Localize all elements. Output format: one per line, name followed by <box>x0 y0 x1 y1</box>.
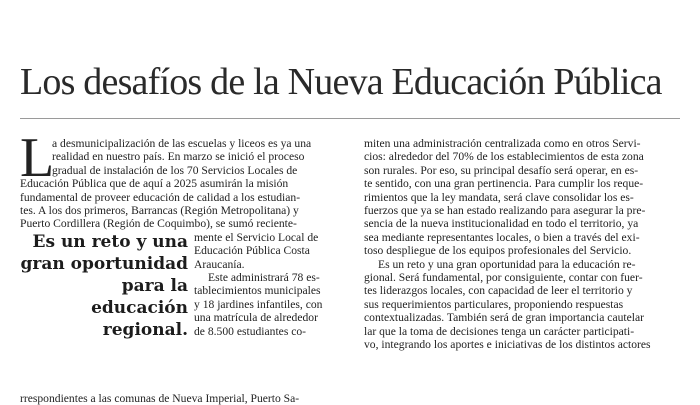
article-column-1 <box>20 127 345 340</box>
body-line: tes. A los dos primeros, Barrancas (Región Metropolitana) y <box>20 204 299 218</box>
body-line: miten una administración centralizada como en otros Servi- <box>364 137 641 150</box>
article-headline: Los desafíos de la Nueva Educación Pública <box>20 61 662 103</box>
body-line: te sentido, con una gran pertinencia. Para cumplir los reque- <box>364 177 644 191</box>
body-line: lar que la toma de decisiones tenga un carácter participati- <box>364 324 635 338</box>
body-line: cios: alrededor del 70% de los establecimientos de esta zona <box>364 150 644 164</box>
body-line: tablecimientos municipales <box>194 284 321 298</box>
body-line: Es un reto y una gran oportunidad para la educación re- <box>378 257 636 271</box>
body-line: vo, integrando los aportes e iniciativas de los distintos actores <box>364 338 651 352</box>
body-line: Educación Pública que de aquí a 2025 asumirán la misión <box>20 177 289 191</box>
body-line: mente el Servicio Local de <box>194 230 319 244</box>
body-line: de 8.500 estudiantes co- <box>194 324 307 338</box>
body-line: sus requerimientos particulares, proponiendo respuestas <box>364 297 624 311</box>
body-line: tes liderazgos locales, con capacidad de leer el territorio y <box>364 284 633 298</box>
article-column-2 <box>364 137 686 352</box>
intro-paragraph <box>20 127 345 231</box>
body-line: rimientos que la ley mandata, será clave consolidar los es- <box>364 190 634 204</box>
intro-line: gradual de instalación de los 70 Servicios Locales de <box>52 163 298 177</box>
headline-divider <box>20 118 680 119</box>
drop-cap: L <box>20 127 55 189</box>
body-line: gional. Será fundamental, por consiguiente, contar con fuer- <box>364 271 643 285</box>
body-line: fuerzos que ya se han estado realizando para asegurar la pre- <box>364 204 646 218</box>
body-line: sea mediante representantes locales, o bien a través del exi- <box>364 230 640 244</box>
pull-quote: Es un reto y una gran oportunidad para la educación regional. <box>20 231 188 340</box>
body-line: Este administrará 78 es- <box>208 271 320 285</box>
body-line: fundamental de proveer educación de calidad a los estudian- <box>20 190 301 204</box>
body-line: Educación Pública Costa <box>194 244 310 258</box>
narrow-column <box>194 231 345 338</box>
body-line-cut: rrespondientes a las comunas de Nueva Imperial, Puerto Sa- <box>20 392 300 405</box>
body-line: Puerto Cordillera (Región de Coquimbo), se sumó reciente- <box>20 217 297 231</box>
pullquote-section <box>20 230 345 340</box>
intro-line: a desmunicipalización de las escuelas y liceos es ya una <box>52 137 312 150</box>
body-line: contextualizadas. También será de gran importancia cautelar <box>364 311 644 325</box>
body-line: Araucanía. <box>194 257 245 271</box>
intro-line: realidad en nuestro país. En marzo se inició el proceso <box>52 150 305 164</box>
body-line: sencia de la nueva institucionalidad en todo el territorio, ya <box>364 217 639 231</box>
body-line: una matrícula de alrededor <box>194 311 318 325</box>
body-line: son rurales. Por eso, su principal desafío será operar, en es- <box>364 163 639 177</box>
body-line: y 18 jardines infantiles, con <box>194 297 323 311</box>
body-line: toso despliegue de los equipos profesionales del Servicio. <box>364 244 632 258</box>
